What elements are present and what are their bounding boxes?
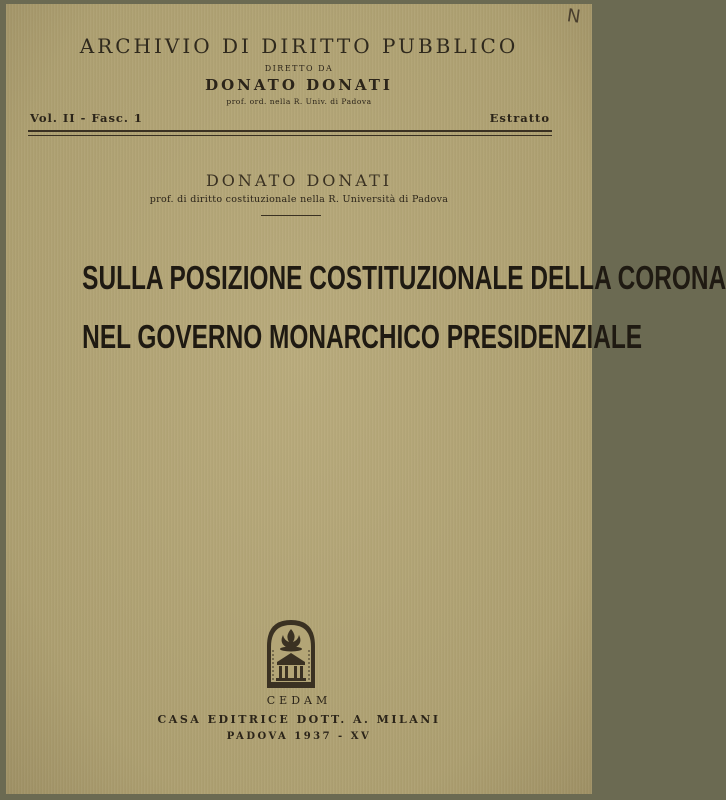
header-rule-thick <box>28 130 552 132</box>
author-name: DONATO DONATI <box>205 171 393 190</box>
offprint-label: Estratto <box>489 111 550 125</box>
title-line-1: SULLA POSIZIONE COSTITUZIONALE DELLA CORONA <box>82 259 726 296</box>
editor-name: DONATO DONATI <box>205 76 393 94</box>
title-line-2: NEL GOVERNO MONARCHICO PRESIDENZIALE <box>82 318 643 355</box>
volume-issue: Vol. II - Fasc. 1 <box>30 111 143 125</box>
header-rule-thin <box>28 135 552 136</box>
editor-role: prof. ord. nella R. Univ. di Padova <box>226 97 372 106</box>
author-divider <box>261 215 321 216</box>
journal-title: ARCHIVIO DI DIRITTO PUBBLICO <box>79 34 519 58</box>
publisher-emblem-icon <box>262 616 320 690</box>
publisher-short-name: CEDAM <box>266 694 332 707</box>
handwritten-mark: N <box>565 5 582 28</box>
document-cover <box>6 4 726 794</box>
directed-by-label: DIRETTO DA <box>264 64 334 73</box>
publisher-full-name: CASA EDITRICE DOTT. A. MILANI <box>157 713 441 726</box>
author-role: prof. di diritto costituzionale nella R. Università di Padova <box>149 194 449 205</box>
publication-place-year: PADOVA 1937 - XV <box>226 731 372 742</box>
